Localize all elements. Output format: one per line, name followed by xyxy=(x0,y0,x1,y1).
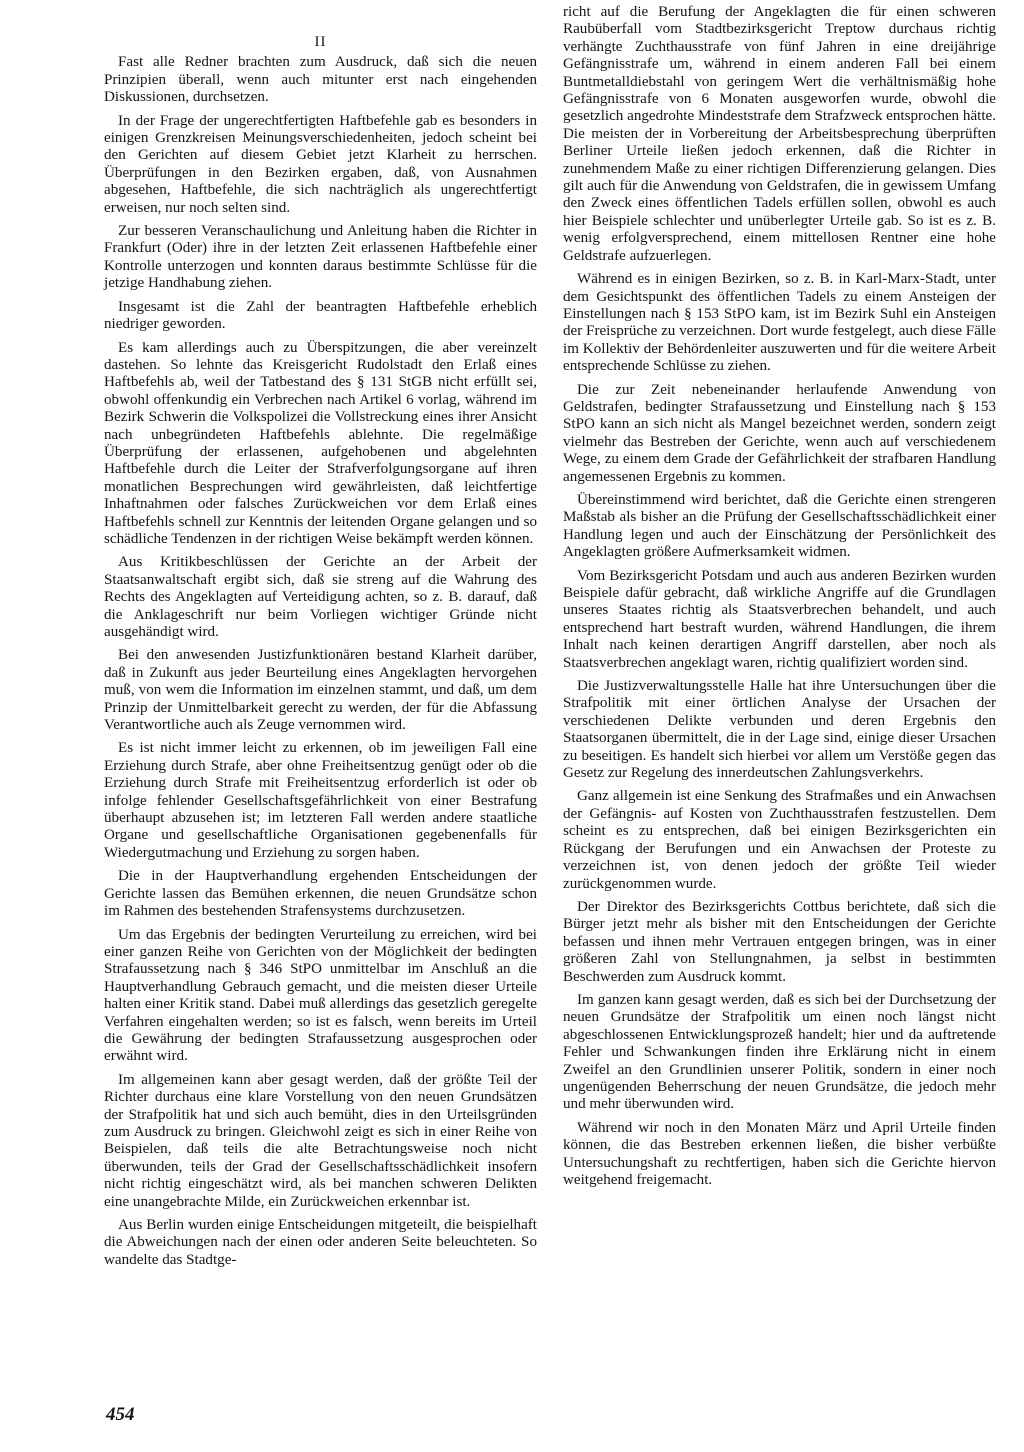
paragraph: Im allgemeinen kann aber gesagt werden, daß der größte Teil der Richter durchaus eine klare Vorstellung von den neuen Grundsätzen der Strafpolitik hat und sich auch bemüht, dies in den Urteilsgründen zum Ausdruck zu bringen. Gleichwohl zeigt es sich in einer Reihe von Beispielen, daß teils die alte Betrachtungsweise noch nicht überwunden, teils der Grad der Gesellschaftsschädlichkeit insofern nicht richtig eingeschätzt wird, als bei manchen schweren Delikten eine unangebrachte Milde, ein Zurückweichen erkennbar ist. xyxy=(104,1071,537,1210)
left-column xyxy=(104,34,537,1275)
paragraph: Aus Berlin wurden einige Entscheidungen mitgeteilt, die beispielhaft die Abweichungen nach der einen oder anderen Seite beleuchteten. So wandelte das Stadtge- xyxy=(104,1217,537,1268)
paragraph: Zur besseren Veranschaulichung und Anleitung haben die Richter in Frankfurt (Oder) ihre in der letzten Zeit erlassenen Haftbefehle einer Kontrolle unterzogen und konnten daraus bestimmte Schlüsse für die jetzige Handhabung ziehen. xyxy=(104,223,537,292)
section-numeral: II xyxy=(314,34,327,50)
paragraph: Die zur Zeit nebeneinander herlaufende Anwendung von Geldstrafen, bedingter Strafaussetzung und Einstellung nach § 153 StPO kann an sich nicht als Mangel bezeichnet werden, sondern zeigt vielmehr das Bestreben der Gerichte, wenn auch auf verschiedenem Wege, zu einem dem Grade der Gefährlichkeit der strafbaren Handlung angemessenen Ergebnis zu kommen. xyxy=(563,381,996,485)
paragraph: Ganz allgemein ist eine Senkung des Strafmaßes und ein Anwachsen der Gefängnis- auf Kosten von Zuchthausstrafen festzustellen. Dem scheint es zu entsprechen, daß bei einigen Bezirksgerichten ein Rückgang der Berufungen und ein Anwachsen der Proteste zu verzeichnen ist, von denen jedoch der größte Teil wieder zurückgenommen wurde. xyxy=(563,788,996,892)
paragraph: Die Justizverwaltungsstelle Halle hat ihre Untersuchungen über die Strafpolitik mit einer örtlichen Analyse der Ursachen der verschiedenen Delikte verbunden und deren Ergebnis den Staatsorganen übermittelt, die in der Lage sind, einige dieser Ursachen zu beseitigen. Es handelt sich hierbei vor allem um Verstöße gegen das Gesetz zur Regelung des innerdeutschen Zahlungsverkehrs. xyxy=(563,678,996,782)
page-number: 454 xyxy=(106,1404,135,1425)
paragraph: Um das Ergebnis der bedingten Verurteilung zu erreichen, wird bei einer ganzen Reihe von Gerichten von der Möglichkeit der bedingten Strafaussetzung nach § 346 StPO unmittelbar im Anschluß an die Hauptverhandlung Gebrauch gemacht, und die meisten dieser Urteile halten einer Kritik stand. Dabei muß allerdings das gesetzlich geregelte Verfahren eingehalten werden; so ist es falsch, wenn bereits im Urteil die Gewährung der bedingten Strafaussetzung ausgesprochen oder erwähnt wird. xyxy=(104,926,537,1065)
paragraph-continued: richt auf die Berufung der Angeklagten die für einen schweren Raubüberfall vom Stadtbezirksgericht Treptow durchaus richtig verhängte Zuchthausstrafe von fünf Jahren in eine dreijährige Gefängnisstrafe um, während in einem anderen Fall bei einem Buntmetalldiebstahl von geringem Wert die verhältnismäßig hohe Gefängnisstrafe von 6 Monaten ausgeworfen wurde, obwohl die gesetzlich angedrohte Mindeststrafe dem Strafzweck entsprochen hätte. Die meisten der in Vorbereitung der Arbeitsbesprechung überprüften Berliner Urteile ließen jedoch erkennen, daß die Richter in zunehmendem Maße zu einer richtigen Differenzierung gelangen. Dies gilt auch für die Anwendung von Geldstrafen, die in gewissem Umfang den Zweck eines öffentlichen Tadels erfüllen sollen, obwohl es auch hier Beispiele schlechter und unüberlegter Urteile gab. So ist es z. B. wenig erfolgversprechend, einem mittellosen Rentner eine hohe Geldstrafe aufzuerlegen. xyxy=(563,4,996,264)
paragraph: Bei den anwesenden Justizfunktionären bestand Klarheit darüber, daß in Zukunft aus jeder Beurteilung eines Angeklagten hervorgehen muß, von wem die Information im einzelnen stammt, und daß, um dem Prinzip der Unmittelbarkeit gerecht zu werden, der für die Abfassung Verantwortliche auch als Zeuge vernommen wird. xyxy=(104,647,537,734)
paragraph: Insgesamt ist die Zahl der beantragten Haftbefehle erheblich niedriger geworden. xyxy=(104,298,537,333)
paragraph: Im ganzen kann gesagt werden, daß es sich bei der Durchsetzung der neuen Grundsätze der Strafpolitik um einen noch längst nicht abgeschlossenen Entwicklungsprozeß handelt; hier und da auftretende Fehler und Schwankungen finden ihre Erklärung nicht in einem Zweifel an den Grundlinien unserer Politik, sondern in einer noch ungenügenden Beherrschung der neuen Grundsätze, die jedoch mehr und mehr überwunden wird. xyxy=(563,991,996,1113)
paragraph: Aus Kritikbeschlüssen der Gerichte an der Arbeit der Staatsanwaltschaft ergibt sich, daß sie streng auf die Wahrung des Rechts des Angeklagten auf Verteidigung achten, so z. B. darauf, daß die Anklageschrift nur beim Vorliegen wichtiger Gründe nicht ausgehändigt wird. xyxy=(104,554,537,640)
paragraph: In der Frage der ungerechtfertigten Haftbefehle gab es besonders in einigen Grenzkreisen Meinungsverschiedenheiten, jedoch scheint bei den Gerichten auf diesem Gebiet jetzt Klarheit zu herrschen. Überprüfungen in den Bezirken ergaben, daß, von Ausnahmen abgesehen, Haftbefehle, die sich nachträglich als ungerechtfertigt erweisen, nur noch selten sind. xyxy=(104,112,537,216)
paragraph: Übereinstimmend wird berichtet, daß die Gerichte einen strengeren Maßstab als bisher an die Prüfung der Gesellschaftsschädlichkeit einer Handlung legen und auch der Einschätzung der Persönlichkeit des Angeklagten größere Aufmerksamkeit widmen. xyxy=(563,491,996,561)
paragraph: Vom Bezirksgericht Potsdam und auch aus anderen Bezirken wurden Beispiele dafür gebracht, daß wirkliche Angriffe auf die Grundlagen unseres Staates richtig als Staatsverbrechen behandelt, und auch entsprechend hart bestraft wurden, während Handlungen, die ihrem Inhalt nach keinen derartigen Angriff darstellen, aber noch als Staatsverbrechen angeklagt waren, richtig qualifiziert worden sind. xyxy=(563,567,996,671)
paragraph: Der Direktor des Bezirksgerichts Cottbus berichtete, daß sich die Bürger jetzt mehr als bisher mit den Entscheidungen der Gerichte befassen und ihnen mehr Vertrauen entgegen bringen, was in einer größeren Zahl von Stellungnahmen, ja selbst in bestimmten Beschwerden zum Ausdruck kommt. xyxy=(563,898,996,985)
paragraph: Die in der Hauptverhandlung ergehenden Entscheidungen der Gerichte lassen das Bemühen erkennen, die neuen Grundsätze schon im Rahmen des bestehenden Strafensystems durchzusetzen. xyxy=(104,868,537,920)
paragraph: Fast alle Redner brachten zum Ausdruck, daß sich die neuen Prinzipien überall, wenn auch mitunter erst nach eingehenden Diskussionen, durchsetzen. xyxy=(104,54,537,106)
right-column xyxy=(563,4,996,1195)
paragraph: Es ist nicht immer leicht zu erkennen, ob im jeweiligen Fall eine Erziehung durch Strafe, aber ohne Freiheitsentzug genügt oder ob die Erziehung durch Strafe mit Freiheitsentzug erforderlich ist oder ob infolge fehlender Gesellschaftsgefährlichkeit von einer Bestrafung überhaupt abzusehen ist; im letzteren Fall werden andere staatliche Organe und gesellschaftliche Organisationen gegebenenfalls für Wiedergutmachung und Erziehung zu sorgen haben. xyxy=(104,740,537,861)
paragraph: Während es in einigen Bezirken, so z. B. in Karl-Marx-Stadt, unter dem Gesichtspunkt des öffentlichen Tadels zu einem Ansteigen der Einstellungen nach § 153 StPO kam, ist im Bezirk Suhl ein Ansteigen der Freisprüche zu verzeichnen. Dort wurde festgelegt, auch diese Fälle im Kollektiv der Behördenleiter auszuwerten und für die weitere Arbeit entsprechende Schlüsse zu ziehen. xyxy=(563,271,996,375)
paragraph: Während wir noch in den Monaten März und April Urteile finden können, die das Bestreben erkennen ließen, die bisher verbüßte Untersuchungshaft zu rechtfertigen, haben sich die Gerichte hiervon weitgehend freigemacht. xyxy=(563,1119,996,1188)
paragraph: Es kam allerdings auch zu Überspitzungen, die aber vereinzelt dastehen. So lehnte das Kreisgericht Rudolstadt den Erlaß eines Haftbefehls ab, weil der Tatbestand des § 131 StGB nicht erfüllt sei, obwohl offenkundig ein Verbrechen nach Artikel 6 vorlag, während im Bezirk Schwerin die Volkspolizei die Vollstreckung eines ihrer Ansicht nach unbegründeten Haftbefehls ablehnte. Die regelmäßige Überprüfung der erlassenen, aufgehobenen und abgelehnten Haftbefehle durch die Leiter der Strafverfolgungsorgane auf ihren monatlichen Besprechungen wird gewährleisten, daß leichtfertige Inhaftnahmen oder falsches Zurückweichen vor dem Erlaß eines Haftbefehls schnell zur Kenntnis der leitenden Organe gelangen und so schädliche Tendenzen in der richtigen Weise bekämpft werden können. xyxy=(104,339,537,547)
